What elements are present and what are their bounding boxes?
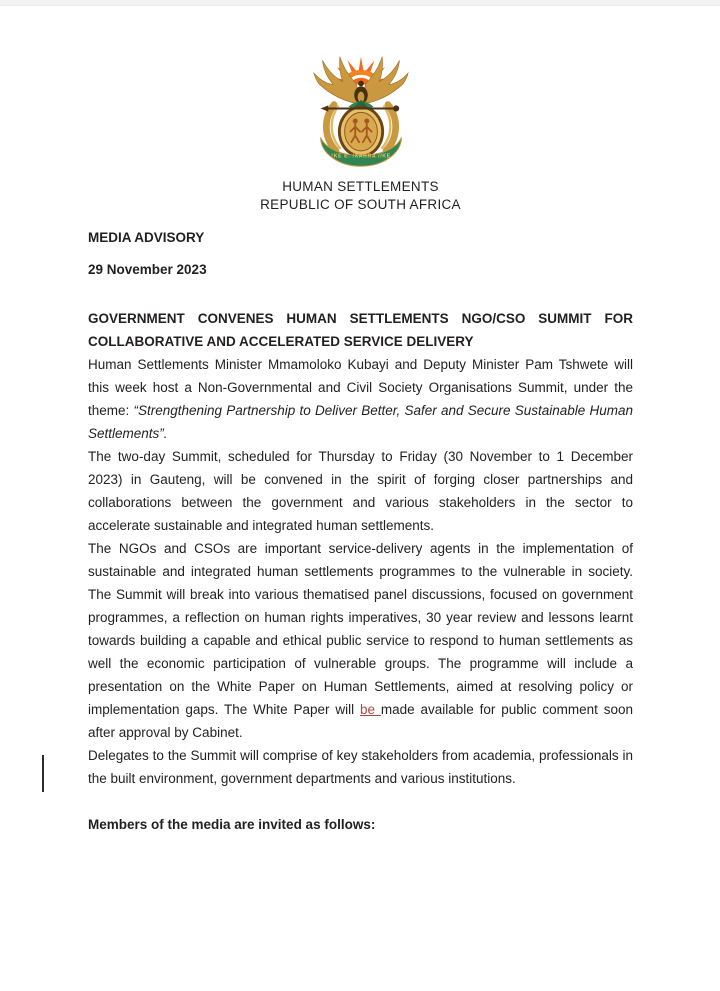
paragraph-theme-italic: “Strengthening Partnership to Deliver Better, Safer and Secure Sustainable Human Settlements”. bbox=[88, 403, 633, 441]
emblem-motto: !KE E: /XARRA //KE bbox=[330, 153, 391, 160]
paragraph-ngo-cso-after: made available for public comment soon after approval by Cabinet. bbox=[88, 702, 633, 740]
paragraph-ngo-cso bbox=[88, 537, 633, 744]
headline: GOVERNMENT CONVENES HUMAN SETTLEMENTS NGO/CSO SUMMIT FOR COLLABORATIVE AND ACCELERATED SERVICE DELIVERY bbox=[88, 311, 633, 349]
letterhead bbox=[88, 45, 633, 172]
document-page bbox=[0, 6, 720, 833]
paragraph-summit-dates: The two-day Summit, scheduled for Thursday to Friday (30 November to 1 December 2023) in Gauteng, will be convened in the spirit of forging closer partnerships and collaborations between the government and various stakeholders in the sector to accelerate sustainable and integrated human settlements. bbox=[88, 449, 633, 533]
tracked-change-margin-bar bbox=[42, 755, 44, 792]
shield-icon bbox=[337, 106, 383, 158]
paragraph-ngo-cso-before: The NGOs and CSOs are important service-delivery agents in the implementation of sustainable and integrated human settlements programmes to the vulnerable in society. The Summit will break into various thematised panel discussions, focused on government programmes, a reflection on human rights imperatives, 30 year review and lessons learnt towards building a capable and ethical public service to respond to human settlements as well the economic participation of vulnerable groups. The programme will include a presentation on the White Paper on Human Settlements, aimed at resolving policy or implementation gaps. The White Paper will bbox=[88, 541, 633, 717]
south-africa-coat-of-arms-icon bbox=[303, 45, 419, 172]
department-name: HUMAN SETTLEMENTS bbox=[282, 179, 439, 194]
tracked-change-text: be bbox=[359, 702, 381, 717]
paragraph-theme bbox=[88, 353, 633, 445]
doc-date: 29 November 2023 bbox=[88, 262, 207, 277]
paragraph-theme-text: Human Settlements Minister Mmamoloko Kubayi and Deputy Minister Pam Tshwete will this week host a Non-Governmental and Civil Society Organisations Summit, under the theme: bbox=[88, 357, 633, 418]
country-name: REPUBLIC OF SOUTH AFRICA bbox=[260, 197, 461, 212]
doc-type-label: MEDIA ADVISORY bbox=[88, 230, 205, 245]
letterhead-org-lines bbox=[88, 178, 633, 214]
media-invite-heading: Members of the media are invited as follows: bbox=[88, 817, 376, 832]
paragraph-delegates: Delegates to the Summit will comprise of key stakeholders from academia, professionals in the built environment, government departments and various institutions. bbox=[88, 748, 633, 786]
